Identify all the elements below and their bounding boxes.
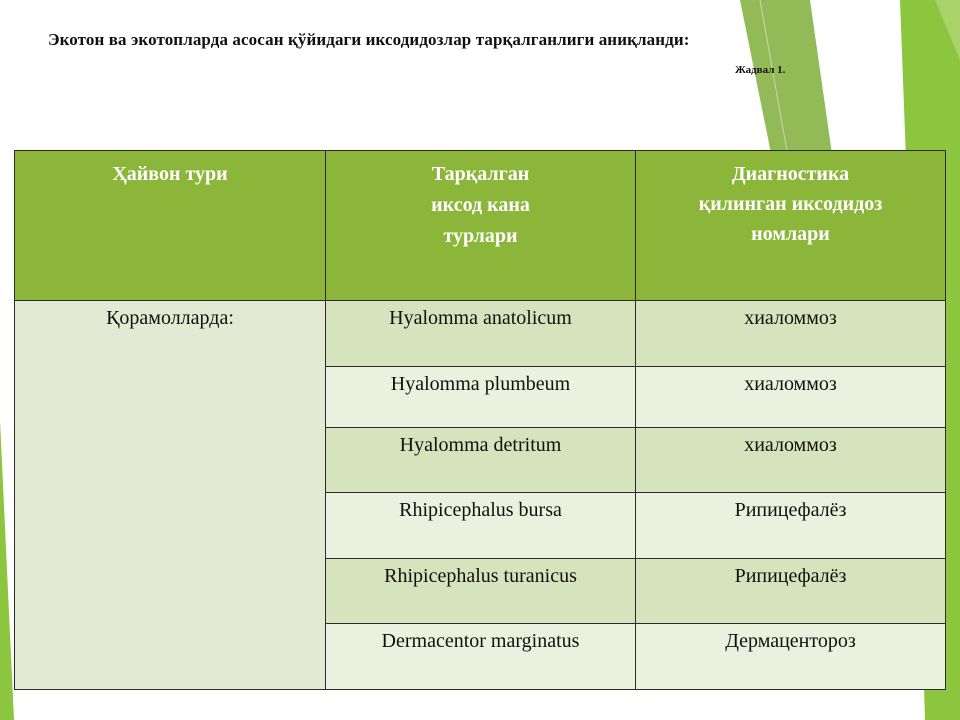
diagnosis-cell: Рипицефалёз <box>636 559 946 624</box>
header-animal-type <box>15 151 326 301</box>
page-title: Экотон ва экотопларда асосан қўйидаги иксодидозлар тарқалганлиги аниқланди: <box>48 30 690 49</box>
header-species-line-3: турлари <box>443 225 518 247</box>
header-diagnosis-line-2: қилинган иксодидоз <box>698 193 883 215</box>
species-cell: Hyalomma detritum <box>326 428 636 493</box>
table-row <box>15 301 946 367</box>
header-diagnosis <box>636 151 946 301</box>
diagnosis-cell: Рипицефалёз <box>636 493 946 559</box>
species-cell: Rhipicephalus turanicus <box>326 559 636 624</box>
header-species-line-2: иксод кана <box>431 194 530 216</box>
diagnosis-cell: Дермацентороз <box>636 624 946 690</box>
table-header-row <box>15 151 946 301</box>
diagnosis-cell: хиаломмоз <box>636 301 946 367</box>
species-cell: Hyalomma plumbeum <box>326 367 636 428</box>
table-caption: Жадвал 1. <box>735 64 786 76</box>
animal-cell: Қорамолларда: <box>15 301 326 690</box>
diagnosis-cell: хиаломмоз <box>636 367 946 428</box>
diagnosis-cell: хиаломмоз <box>636 428 946 493</box>
species-cell: Rhipicephalus bursa <box>326 493 636 559</box>
header-tick-species <box>326 151 636 301</box>
header-diagnosis-line-3: номлари <box>751 223 830 245</box>
header-animal-line-1: Ҳайвон тури <box>112 163 228 185</box>
header-diagnosis-line-1: Диагностика <box>731 163 850 185</box>
species-cell: Dermacentor marginatus <box>326 624 636 690</box>
ixodidosis-table <box>14 150 946 690</box>
species-cell: Hyalomma anatolicum <box>326 301 636 367</box>
header-species-line-1: Тарқалган <box>431 163 530 185</box>
